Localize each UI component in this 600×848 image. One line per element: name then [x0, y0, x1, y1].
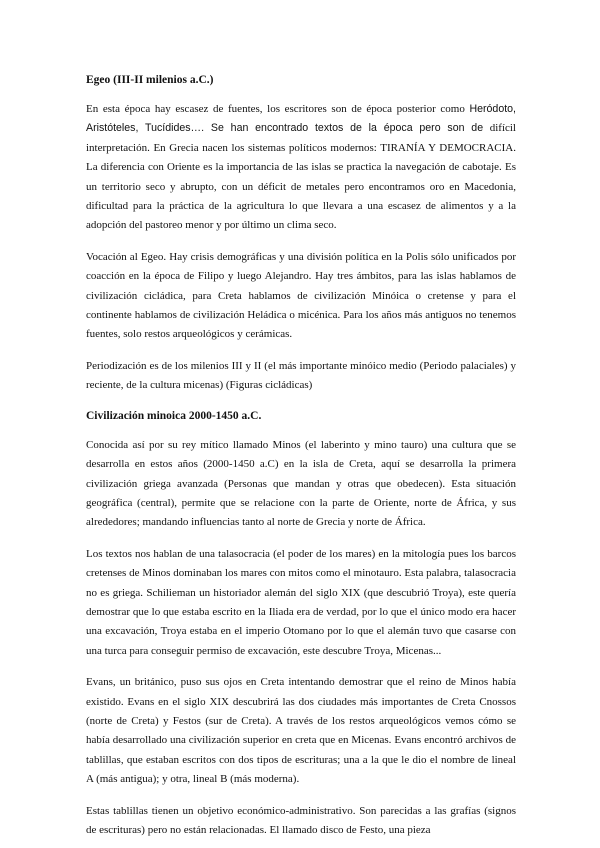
paragraph-1-text-c: difícil interpretación. En Grecia nacen los sistemas políticos modernos: TIRANÍA Y DEMOCRACIA. La diferencia con Oriente es la importancia de las islas se practica la navegación de cabotaje. Es un territorio seco y abrupto, con un déficit de metales pero encontramos oro en Macedonia, dificultad para la práctica de la agricultura lo que llevara a una escasez de alimentos y a la adopción del pastoreo menor y por último un clima seco. [86, 122, 516, 232]
paragraph-6: Evans, un británico, puso sus ojos en Creta intentando demostrar que el reino de Minos había existido. Evans en el siglo XIX descubrirá las dos ciudades más importantes de Creta Cnossos (norte de Creta) y Festos (sur de Creta). A través de los restos arqueológicos vemos cómo se había desarrollado una civilización superior en creta que en Micenas. Evans encontró archivos de tablillas, que estaban escritos con dos tipos de escrituras; una a la que le dio el nombre de lineal A (más antigua); y otra, lineal B (más moderna). [86, 676, 516, 786]
heading-minoica: Civilización minoica 2000-1450 a.C. [86, 409, 262, 422]
heading-egeo: Egeo (III-II milenios a.C.) [86, 74, 214, 86]
paragraph-1 [86, 100, 516, 236]
paragraph-3: Periodización es de los milenios III y II (el más importante minóico medio (Periodo palaciales) y reciente, de la cultura micenas) (Figuras cicládicas) [86, 359, 516, 392]
paragraph-5: Los textos nos hablan de una talasocracia (el poder de los mares) en la mitología pues los barcos cretenses de Minos dominaban los mares con mitos como el minotauro. Esta palabra, talasocracia no es griega. Schilieman un historiador alemán del siglo XIX (que descubrió Troya), este quería demostrar que lo que estaba escrito en la Iliada era de verdad, por lo que el único modo era hacer una excavación, Troya estaba en el imperio Otomano por lo que el alemán tuvo que casarse con una turca para conseguir permiso de excavación, este descubre Troya, Micenas... [86, 547, 516, 657]
paragraph-2: Vocación al Egeo. Hay crisis demográficas y una división política en la Polis sólo unificados por coacción en la época de Filipo y luego Alejandro. Hay tres ámbitos, para las islas hablamos de civilización cicládica, para Creta hablamos de civilización Minóica o cretense y para el continente hablamos de civilización Heládica o micénica. Para los años más antiguos no tenemos fuentes, solo restos arqueológicos y cerámicas. [86, 250, 516, 341]
paragraph-1-text-a: En esta época hay escasez de fuentes, los escritores son de época posterior como [86, 103, 465, 115]
paragraph-1-text-b: Heródoto, Aristóteles, Tucídides…. Se han encontrado textos de la época pero son de [86, 103, 516, 135]
paragraph-4: Conocida así por su rey mítico llamado Minos (el laberinto y mino tauro) una cultura que se desarrolla en estos años (2000-1450 a.C) en la isla de Creta, aquí se desarrolla la primera civilización griega avanzada (Personas que mandan y otras que obedecen). Esta situación geográfica (central), permite que se relacione con la parte de Oriente, norte de África, y sus alrededores; mandando influencias tanto al norte de Grecia y norte de África. [86, 438, 516, 529]
paragraph-7: Estas tablillas tienen un objetivo económico-administrativo. Son parecidas a las grafías (signos de escrituras) pero no están relacionadas. El llamado disco de Festo, una pieza [86, 804, 516, 836]
